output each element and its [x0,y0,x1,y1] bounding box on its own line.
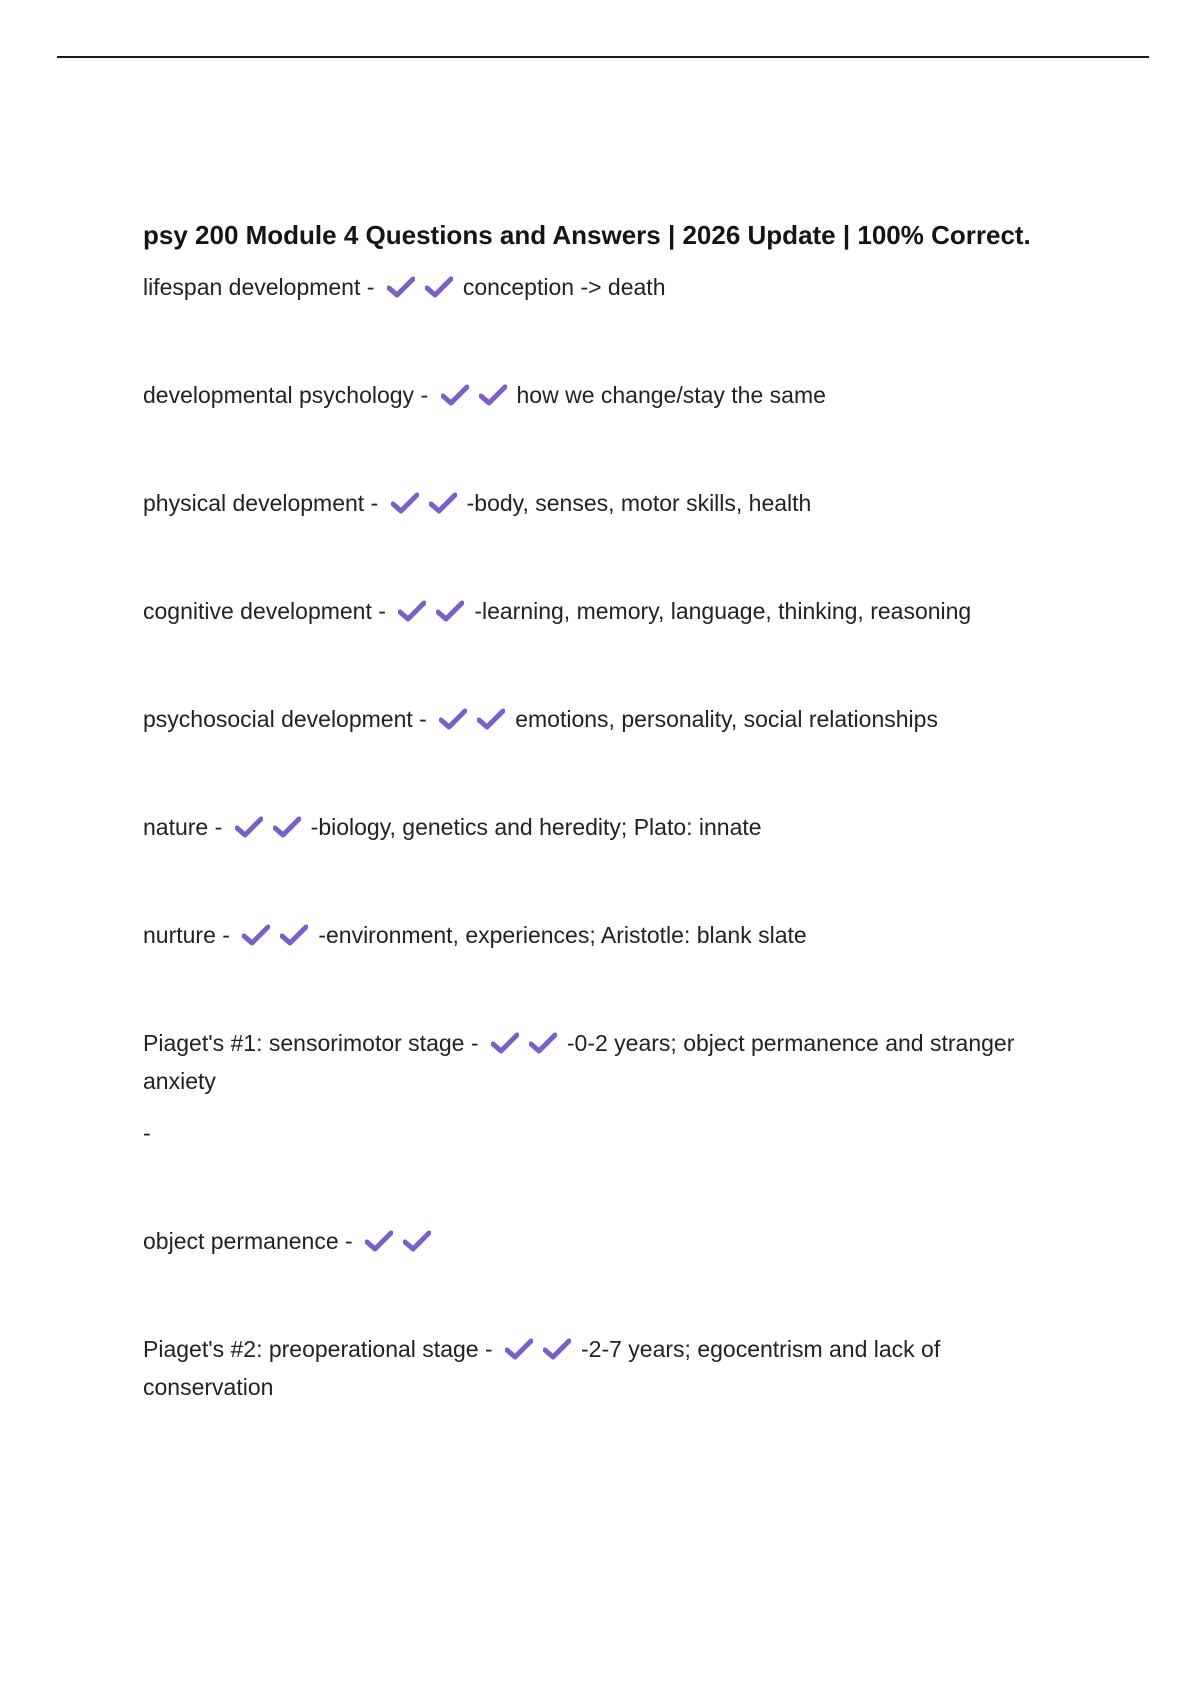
checkmark-icon [439,708,467,730]
qa-entry [143,916,1063,954]
checkmark-icon [280,924,308,946]
stray-dash: - [143,1120,151,1146]
checkmark-icon [529,1032,557,1054]
checkmark-icon [505,1338,533,1360]
entry-definition: -learning, memory, language, thinking, reasoning [474,598,972,624]
document-body [143,214,1063,1476]
entry-definition: -2-7 years; egocentrism and lack of conservation [143,1336,941,1400]
checkmark-icon [391,492,419,514]
qa-entry [143,1024,1063,1100]
entry-term: developmental psychology - [143,382,435,408]
entry-definition: conception -> death [462,274,666,300]
entry-term: lifespan development - [143,274,381,300]
entry-definition: -biology, genetics and heredity; Plato: innate [310,814,762,840]
entry-term: nature - [143,814,229,840]
qa-entry [143,484,1063,522]
qa-entry [143,700,1063,738]
checkmark-icon [479,384,507,406]
entry-definition: -0-2 years; object permanence and stranger anxiety [143,1030,1015,1094]
checkmark-icon [273,816,301,838]
checkmark-icon [387,276,415,298]
checkmark-icon [425,276,453,298]
qa-entry [143,1222,1063,1260]
checkmark-icon [436,600,464,622]
qa-list [143,268,1063,1406]
entry-definition: how we change/stay the same [516,382,826,408]
checkmark-icon [398,600,426,622]
entry-term: psychosocial development - [143,706,434,732]
document-title: psy 200 Module 4 Questions and Answers | 2026 Update | 100% Correct. [143,220,1031,250]
checkmark-icon [441,384,469,406]
entry-term: cognitive development - [143,598,393,624]
qa-entry [143,268,1063,306]
qa-entry [143,592,1063,630]
entry-term: object permanence - [143,1228,360,1254]
entry-term: Piaget's #2: preoperational stage - [143,1336,500,1362]
entry-term: Piaget's #1: sensorimotor stage - [143,1030,485,1056]
checkmark-icon [477,708,505,730]
checkmark-icon [365,1230,393,1252]
checkmark-icon [543,1338,571,1360]
entry-definition: -environment, experiences; Aristotle: blank slate [318,922,807,948]
checkmark-icon [235,816,263,838]
qa-entry [143,1330,1063,1406]
checkmark-icon [242,924,270,946]
qa-entry [143,808,1063,846]
checkmark-icon [403,1230,431,1252]
entry-definition: -body, senses, motor skills, health [466,490,812,516]
qa-entry [143,376,1063,414]
checkmark-icon [429,492,457,514]
header-rule [57,56,1149,58]
entry-definition: emotions, personality, social relationships [515,706,938,732]
checkmark-icon [491,1032,519,1054]
entry-term: nurture - [143,922,237,948]
entry-term: physical development - [143,490,385,516]
